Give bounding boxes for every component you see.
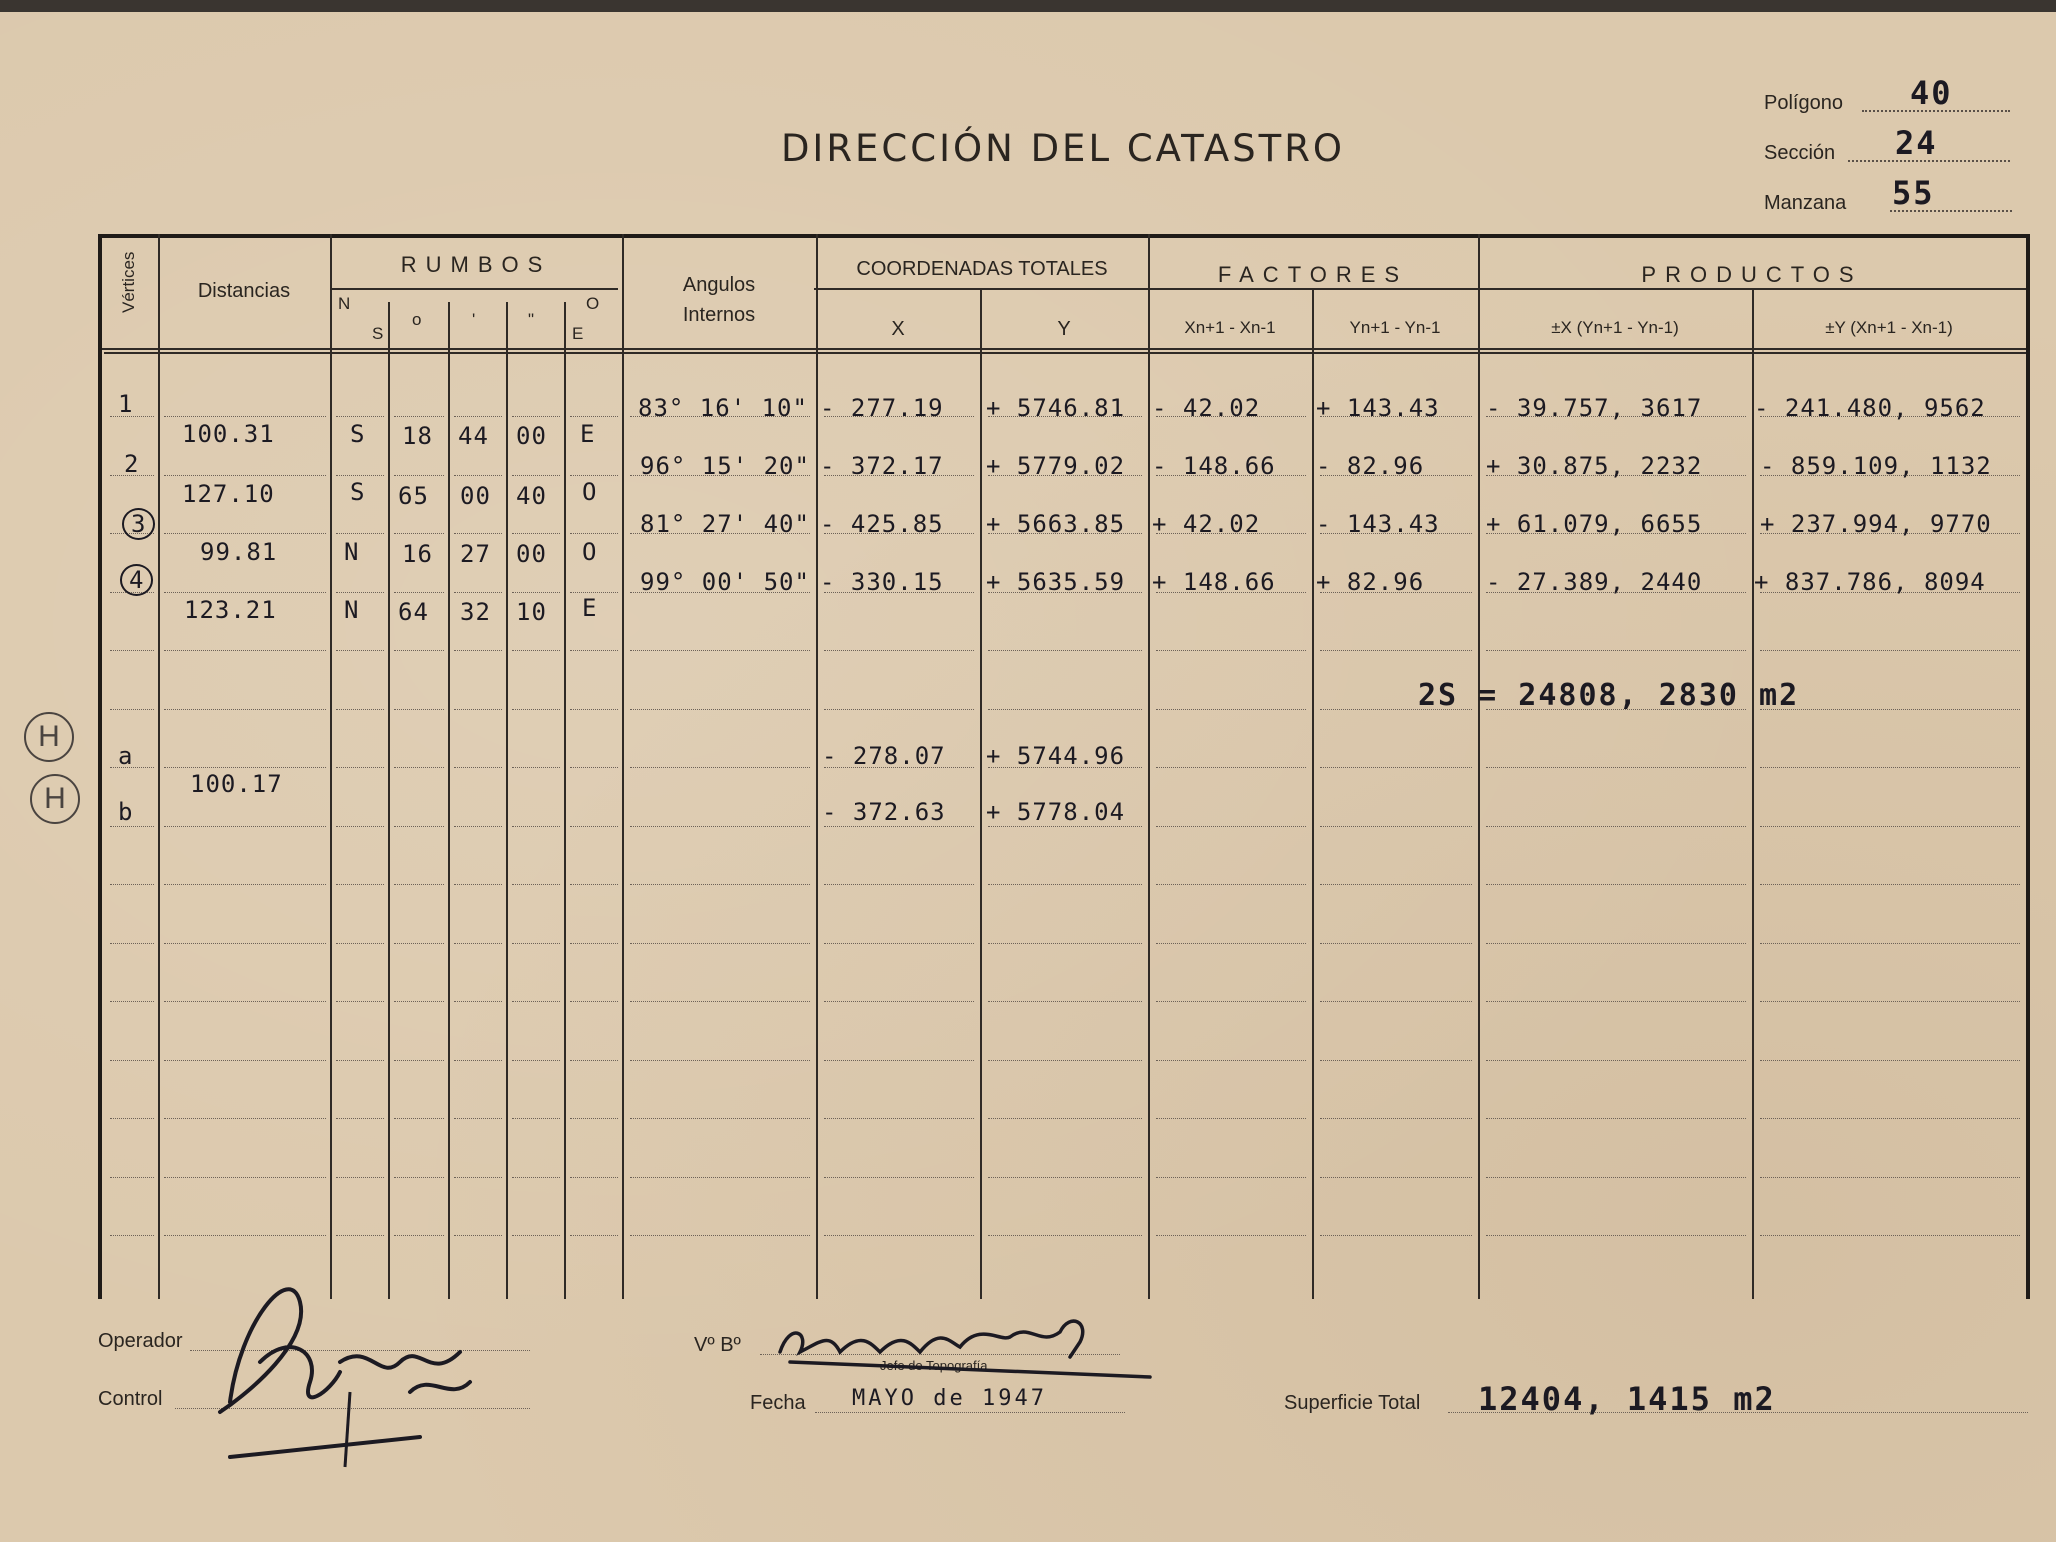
col-internos-header: Internos — [682, 304, 756, 326]
aux-b-x: - 372.63 — [822, 798, 946, 826]
vertex-3-angle: 81° 27' 40" — [640, 510, 810, 538]
side-4-sec: 10 — [516, 598, 547, 626]
vertex-4-py: + 837.786, 8094 — [1754, 568, 1986, 596]
vertex-4-fx: + 148.66 — [1152, 568, 1276, 596]
aux-a-label: a — [118, 742, 134, 770]
side-3-min: 27 — [460, 540, 491, 568]
col-vertices-header: Vértices — [119, 251, 138, 313]
side-4-deg: 64 — [398, 598, 429, 626]
side-4-min: 32 — [460, 598, 491, 626]
side-2-distance: 127.10 — [182, 480, 275, 508]
margin-mark-2: H — [30, 774, 80, 824]
vertex-2-y: + 5779.02 — [986, 452, 1126, 480]
side-1-deg: 18 — [402, 422, 433, 450]
aux-a-y: + 5744.96 — [986, 742, 1126, 770]
rumbos-e-label: E — [572, 324, 584, 343]
vertex-1-py: - 241.480, 9562 — [1754, 394, 1986, 422]
col-y-header: Y — [1057, 318, 1071, 340]
side-2-min: 00 — [460, 482, 491, 510]
vertex-2-fx: - 148.66 — [1152, 452, 1276, 480]
vertex-4-fy: + 82.96 — [1316, 568, 1425, 596]
form-title: DIRECCIÓN DEL CATASTRO — [780, 127, 1346, 170]
poligono-label: Polígono — [1764, 92, 1843, 114]
side-4-distance: 123.21 — [184, 596, 277, 624]
rumbos-sec-label: " — [528, 310, 535, 329]
col-angulos-header: Angulos — [682, 274, 756, 296]
manzana-label: Manzana — [1764, 192, 1847, 214]
side-3-eo: O — [582, 538, 598, 566]
col-rumbos-header: RUMBOS — [400, 252, 552, 277]
side-1-min: 44 — [458, 422, 489, 450]
vertex-1-y: + 5746.81 — [986, 394, 1126, 422]
vertex-3-x: - 425.85 — [820, 510, 944, 538]
vertex-3-px: + 61.079, 6655 — [1486, 510, 1703, 538]
vertex-3-label: 3 — [122, 508, 155, 540]
vertex-4-x: - 330.15 — [820, 568, 944, 596]
col-distancias-header: Distancias — [197, 280, 291, 302]
side-4-eo: E — [582, 594, 598, 622]
vb-label: Vº Bº — [694, 1334, 741, 1356]
aux-distance: 100.17 — [190, 770, 283, 798]
vertex-3-fy: - 143.43 — [1316, 510, 1440, 538]
rumbos-s-label: S — [372, 324, 384, 343]
vertex-4-angle: 99° 00' 50" — [640, 568, 810, 596]
side-3-distance: 99.81 — [200, 538, 278, 566]
vertex-3-y: + 5663.85 — [986, 510, 1126, 538]
vertex-1-x: - 277.19 — [820, 394, 944, 422]
side-3-deg: 16 — [402, 540, 433, 568]
vertex-1-fx: - 42.02 — [1152, 394, 1261, 422]
rumbos-min-label: ' — [472, 310, 476, 329]
vertex-2-angle: 96° 15' 20" — [640, 452, 810, 480]
col-fy-header: Yn+1 - Yn-1 — [1349, 318, 1441, 337]
col-x-header: X — [891, 318, 905, 340]
seccion-label: Sección — [1764, 142, 1836, 164]
control-label: Control — [98, 1388, 163, 1410]
poligono-value: 40 — [1910, 74, 1953, 112]
aux-b-y: + 5778.04 — [986, 798, 1126, 826]
vertex-2-label: 2 — [124, 450, 140, 478]
vertex-4-px: - 27.389, 2440 — [1486, 568, 1703, 596]
vertex-4-label: 4 — [120, 564, 153, 596]
rumbos-o-label: O — [586, 294, 600, 313]
vertex-3-py: + 237.994, 9770 — [1760, 510, 1992, 538]
side-1-eo: E — [580, 420, 596, 448]
sum-2s: 2S = 24808, 2830 m2 — [1418, 678, 1800, 713]
rumbos-deg-label: o — [412, 310, 422, 329]
vertex-3-fx: + 42.02 — [1152, 510, 1261, 538]
col-coordenadas-header: COORDENADAS TOTALES — [856, 258, 1108, 280]
vertex-4-y: + 5635.59 — [986, 568, 1126, 596]
vertex-2-fy: - 82.96 — [1316, 452, 1425, 480]
vertex-2-px: + 30.875, 2232 — [1486, 452, 1703, 480]
fecha-value: MAYO de 1947 — [852, 1386, 1047, 1411]
vertex-1-angle: 83° 16' 10" — [638, 394, 808, 422]
vertex-1-fy: + 143.43 — [1316, 394, 1440, 422]
side-2-sec: 40 — [516, 482, 547, 510]
side-3-sec: 00 — [516, 540, 547, 568]
aux-b-label: b — [118, 798, 134, 826]
vb-signature — [770, 1302, 1170, 1392]
vertex-1-label: 1 — [118, 390, 134, 418]
side-3-ns: N — [344, 538, 360, 566]
seccion-value: 24 — [1895, 124, 1938, 162]
side-1-sec: 00 — [516, 422, 547, 450]
margin-mark-1: H — [24, 712, 74, 762]
fecha-label: Fecha — [750, 1392, 806, 1414]
aux-a-x: - 278.07 — [822, 742, 946, 770]
catastro-form-sheet — [0, 12, 2056, 1542]
side-2-deg: 65 — [398, 482, 429, 510]
rumbos-n-label: N — [338, 294, 351, 313]
col-px-header: ±X (Yn+1 - Yn-1) — [1551, 318, 1679, 337]
vertex-1-px: - 39.757, 3617 — [1486, 394, 1703, 422]
jefe-topografia-label: Jefe de Topografía — [880, 1358, 988, 1373]
vertex-2-py: - 859.109, 1132 — [1760, 452, 1992, 480]
side-1-ns: S — [350, 420, 366, 448]
operador-label: Operador — [98, 1330, 183, 1352]
vertex-2-x: - 372.17 — [820, 452, 944, 480]
side-4-ns: N — [344, 596, 360, 624]
side-2-ns: S — [350, 478, 366, 506]
superficie-label: Superficie Total — [1284, 1392, 1421, 1414]
col-productos-header: PRODUCTOS — [1641, 262, 1863, 287]
col-factores-header: FACTORES — [1217, 262, 1409, 287]
manzana-value: 55 — [1892, 174, 1935, 212]
side-1-distance: 100.31 — [182, 420, 275, 448]
side-2-eo: O — [582, 478, 598, 506]
col-fx-header: Xn+1 - Xn-1 — [1184, 318, 1276, 337]
superficie-value: 12404, 1415 m2 — [1478, 1380, 1776, 1418]
operador-signature — [170, 1242, 490, 1472]
col-py-header: ±Y (Xn+1 - Xn-1) — [1825, 318, 1953, 337]
